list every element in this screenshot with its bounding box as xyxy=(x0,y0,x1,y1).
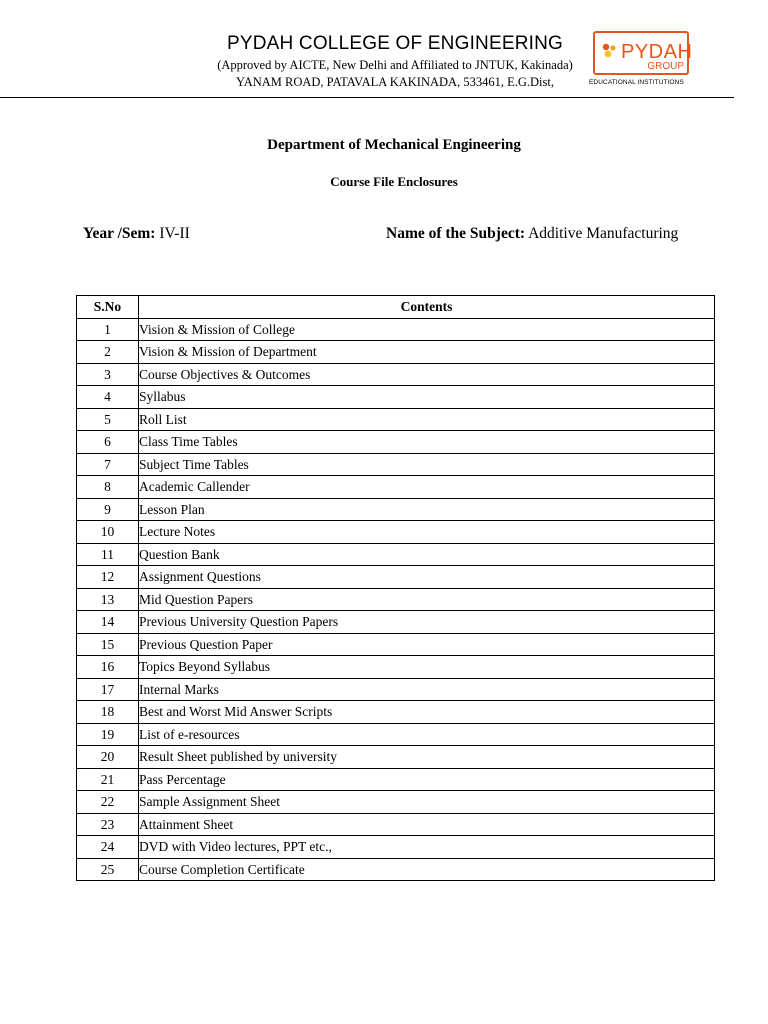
table-row xyxy=(77,476,715,499)
row-sno: 18 xyxy=(77,701,139,724)
row-sno: 20 xyxy=(77,746,139,769)
row-sno: 10 xyxy=(77,521,139,544)
year-sem-label: Year /Sem: xyxy=(83,225,156,242)
row-sno: 21 xyxy=(77,768,139,791)
row-sno: 8 xyxy=(77,476,139,499)
subject-name xyxy=(386,225,678,243)
row-content: Assignment Questions xyxy=(139,566,715,589)
row-content: Roll List xyxy=(139,408,715,431)
row-content: Pass Percentage xyxy=(139,768,715,791)
row-sno: 1 xyxy=(77,318,139,341)
enclosures-table xyxy=(76,295,715,881)
year-sem xyxy=(83,225,190,243)
row-sno: 12 xyxy=(77,566,139,589)
logo-frame xyxy=(593,31,693,75)
row-sno: 7 xyxy=(77,453,139,476)
year-sem-value: IV-II xyxy=(159,225,190,242)
row-sno: 6 xyxy=(77,431,139,454)
row-sno: 19 xyxy=(77,723,139,746)
table-row xyxy=(77,656,715,679)
row-content: Vision & Mission of Department xyxy=(139,341,715,364)
row-sno: 17 xyxy=(77,678,139,701)
table-row xyxy=(77,363,715,386)
row-sno: 25 xyxy=(77,858,139,881)
logo-word: PYDAH xyxy=(621,41,693,63)
table-row xyxy=(77,341,715,364)
row-sno: 16 xyxy=(77,656,139,679)
row-sno: 13 xyxy=(77,588,139,611)
row-content: Best and Worst Mid Answer Scripts xyxy=(139,701,715,724)
college-name: PYDAH COLLEGE OF ENGINEERING xyxy=(226,33,564,54)
table-row xyxy=(77,453,715,476)
document-title: Course File Enclosures xyxy=(330,174,458,189)
row-content: Syllabus xyxy=(139,386,715,409)
row-sno: 5 xyxy=(77,408,139,431)
row-sno: 2 xyxy=(77,341,139,364)
table-row xyxy=(77,521,715,544)
row-content: List of e-resources xyxy=(139,723,715,746)
row-content: Mid Question Papers xyxy=(139,588,715,611)
row-content: Previous Question Paper xyxy=(139,633,715,656)
table-row xyxy=(77,633,715,656)
row-content: Attainment Sheet xyxy=(139,813,715,836)
table-row xyxy=(77,431,715,454)
row-content: DVD with Video lectures, PPT etc., xyxy=(139,836,715,859)
row-content: Course Completion Certificate xyxy=(139,858,715,881)
row-content: Question Bank xyxy=(139,543,715,566)
row-content: Vision & Mission of College xyxy=(139,318,715,341)
table-row xyxy=(77,611,715,634)
row-sno: 11 xyxy=(77,543,139,566)
row-content: Previous University Question Papers xyxy=(139,611,715,634)
table-row xyxy=(77,746,715,769)
table-row xyxy=(77,701,715,724)
row-sno: 24 xyxy=(77,836,139,859)
row-content: Sample Assignment Sheet xyxy=(139,791,715,814)
row-sno: 15 xyxy=(77,633,139,656)
row-content: Academic Callender xyxy=(139,476,715,499)
contents-header: Contents xyxy=(139,296,715,319)
logo-dots-icon xyxy=(599,41,621,63)
table-row xyxy=(77,498,715,521)
row-content: Class Time Tables xyxy=(139,431,715,454)
row-sno: 23 xyxy=(77,813,139,836)
row-content: Subject Time Tables xyxy=(139,453,715,476)
table-row xyxy=(77,768,715,791)
table-row xyxy=(77,588,715,611)
table-row xyxy=(77,723,715,746)
table-header-row xyxy=(77,296,715,319)
sno-header: S.No xyxy=(77,296,139,319)
table-row xyxy=(77,386,715,409)
row-content: Lecture Notes xyxy=(139,521,715,544)
row-sno: 9 xyxy=(77,498,139,521)
logo-tagline: EDUCATIONAL INSTITUTIONS xyxy=(589,79,684,86)
row-content: Internal Marks xyxy=(139,678,715,701)
pydah-group-logo xyxy=(585,30,695,90)
table-row xyxy=(77,566,715,589)
table-row xyxy=(77,858,715,881)
row-sno: 4 xyxy=(77,386,139,409)
row-content: Course Objectives & Outcomes xyxy=(139,363,715,386)
row-content: Lesson Plan xyxy=(139,498,715,521)
row-content: Topics Beyond Syllabus xyxy=(139,656,715,679)
subject-label: Name of the Subject: xyxy=(386,225,526,242)
table-row xyxy=(77,408,715,431)
department-title: Department of Mechanical Engineering xyxy=(267,137,521,153)
row-sno: 22 xyxy=(77,791,139,814)
header-divider xyxy=(0,97,734,98)
subject-value: Additive Manufacturing xyxy=(528,225,679,242)
table-row xyxy=(77,678,715,701)
table-row xyxy=(77,836,715,859)
approval-line: (Approved by AICTE, New Delhi and Affiliated to JNTUK, Kakinada) xyxy=(217,58,573,72)
logo-group-text: GROUP xyxy=(647,61,684,72)
table-row xyxy=(77,318,715,341)
table-row xyxy=(77,791,715,814)
row-content: Result Sheet published by university xyxy=(139,746,715,769)
address-line: YANAM ROAD, PATAVALA KAKINADA, 533461, E.G.Dist, xyxy=(236,75,554,89)
table-row xyxy=(77,543,715,566)
table-row xyxy=(77,813,715,836)
row-sno: 3 xyxy=(77,363,139,386)
row-sno: 14 xyxy=(77,611,139,634)
